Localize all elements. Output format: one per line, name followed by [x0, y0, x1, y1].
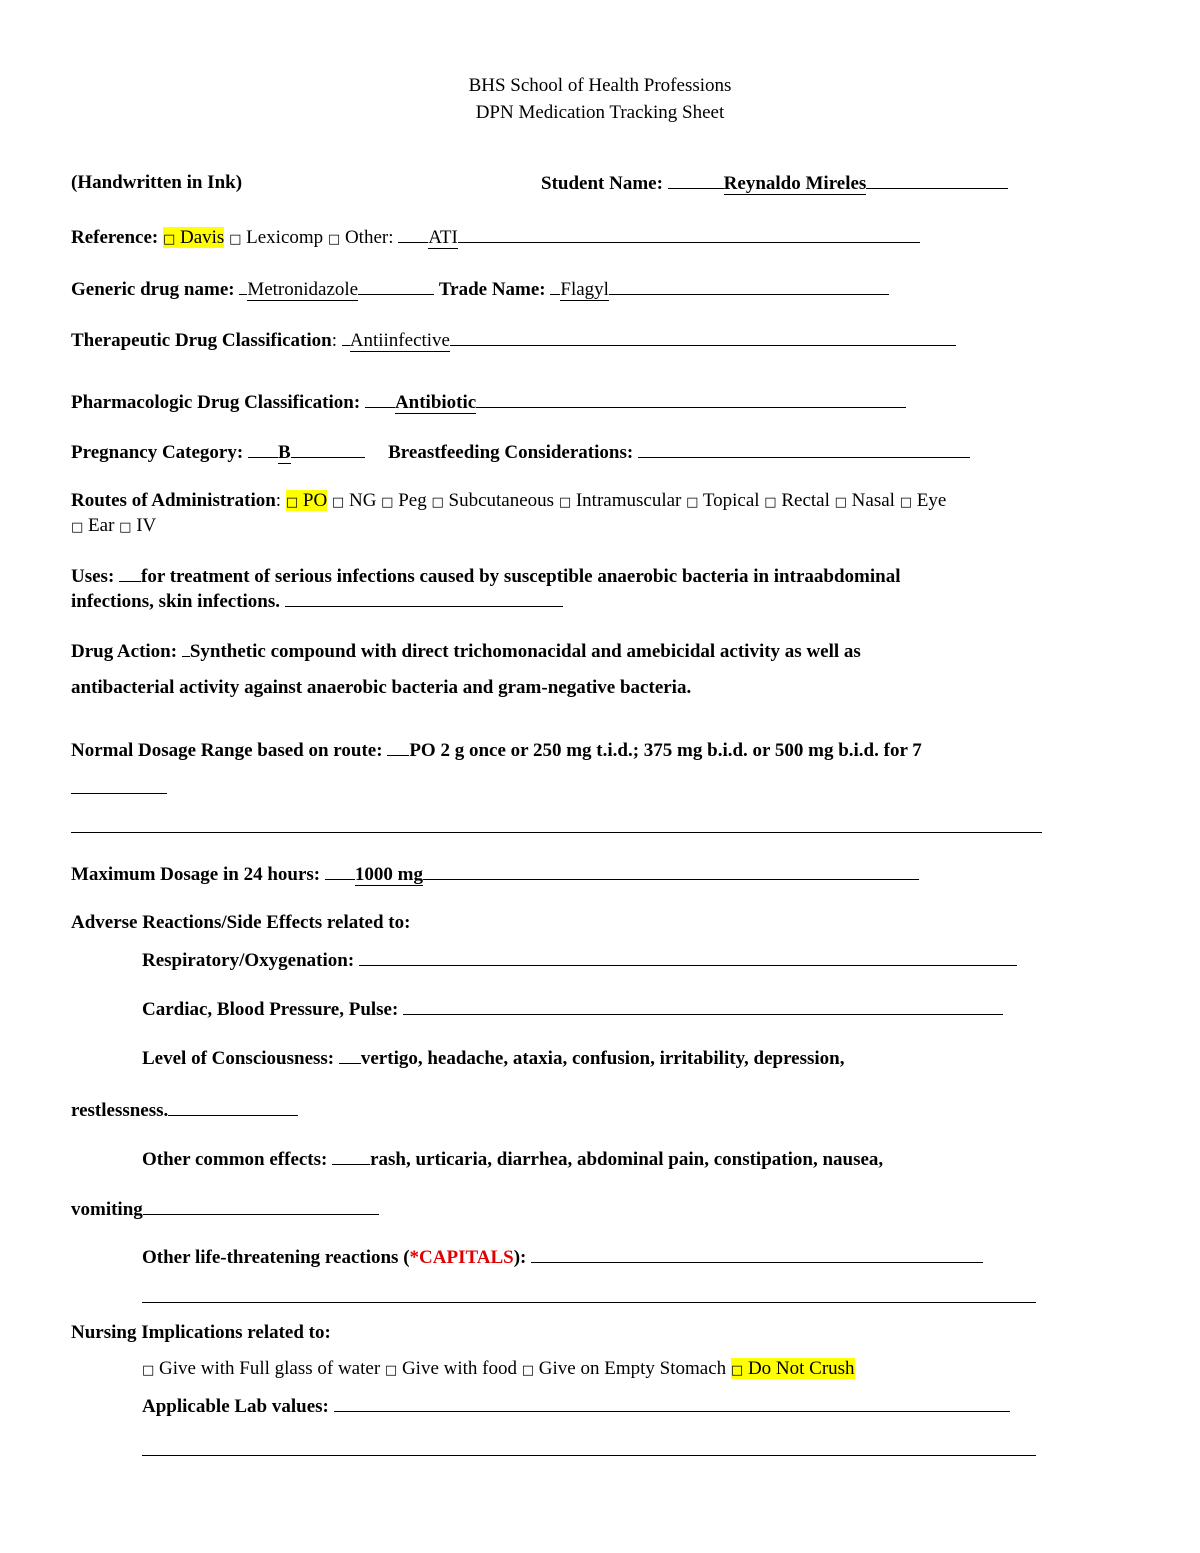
reference-row: [71, 224, 920, 253]
lab-values-blank-2[interactable]: [142, 1455, 1036, 1456]
dosage-blank-short: [71, 793, 167, 794]
generic-name-label: Generic drug name:: [71, 279, 235, 300]
therapeutic-label: Therapeutic Drug Classification: [71, 330, 332, 351]
trade-name-label: Trade Name:: [438, 279, 546, 300]
reference-option-davis[interactable]: □ Davis: [162, 227, 225, 248]
other-effects-line2[interactable]: vomiting: [71, 1199, 143, 1220]
reference-option-lexicomp[interactable]: □ Lexicomp: [229, 227, 324, 248]
generic-name-value[interactable]: Metronidazole: [247, 279, 359, 300]
drug-action-row: [71, 638, 861, 665]
route-option-po[interactable]: □ PO: [285, 490, 328, 511]
loc-label: Level of Consciousness:: [142, 1048, 335, 1069]
uses-value-line2[interactable]: infections, skin infections.: [71, 591, 281, 612]
pharmacologic-label: Pharmacologic Drug Classification:: [71, 392, 361, 413]
cardiac-label: Cardiac, Blood Pressure, Pulse:: [142, 999, 399, 1020]
trade-name-value[interactable]: Flagyl: [560, 279, 609, 300]
life-threatening-blank[interactable]: [531, 1244, 983, 1263]
dosage-label: Normal Dosage Range based on route:: [71, 740, 383, 761]
max-dosage-label: Maximum Dosage in 24 hours:: [71, 864, 321, 885]
dosage-blank-full[interactable]: [71, 832, 1042, 833]
lab-values-label: Applicable Lab values:: [142, 1396, 329, 1417]
other-effects-label: Other common effects:: [142, 1149, 328, 1170]
checkbox-icon: □: [285, 495, 299, 510]
school-name: BHS School of Health Professions: [468, 75, 732, 96]
uses-row-2: [71, 588, 563, 615]
uses-row: [71, 563, 900, 590]
max-dosage-row: [71, 861, 919, 888]
pharmacologic-value[interactable]: Antibiotic: [394, 392, 477, 413]
checkbox-icon: □: [142, 1363, 155, 1378]
checkbox-icon: □: [229, 232, 242, 247]
student-name-label: Student Name:: [541, 173, 663, 194]
reference-other-value[interactable]: ATI: [428, 227, 458, 248]
sheet-title: DPN Medication Tracking Sheet: [475, 102, 725, 123]
other-effects-line1[interactable]: rash, urticaria, diarrhea, abdominal pain, constipation, nausea,: [370, 1149, 884, 1170]
route-option-iv[interactable]: □ IV: [119, 515, 157, 536]
nursing-options-row: [142, 1356, 855, 1384]
uses-label: Uses:: [71, 566, 115, 587]
drug-action-line1[interactable]: Synthetic compound with direct trichomonacidal and amebicidal activity as well as: [189, 641, 861, 662]
pregnancy-label: Pregnancy Category:: [71, 442, 244, 463]
drug-action-label: Drug Action:: [71, 641, 178, 662]
handwritten-note: (Handwritten in Ink): [71, 172, 243, 193]
respiratory-label: Respiratory/Oxygenation:: [142, 950, 355, 971]
dosage-row: [71, 737, 922, 764]
route-option-ng[interactable]: □ NG: [331, 490, 377, 511]
pregnancy-row: [71, 439, 970, 466]
therapeutic-row: Therapeutic Drug Classification: Antiinfective: [71, 327, 956, 354]
lab-values-row: [142, 1393, 1010, 1420]
dosage-value[interactable]: PO 2 g once or 250 mg t.i.d.; 375 mg b.i.d. or 500 mg b.i.d. for 7: [409, 740, 922, 761]
lab-values-blank[interactable]: [334, 1393, 1010, 1412]
route-option-ear[interactable]: □ Ear: [71, 515, 115, 536]
student-name-value[interactable]: Reynaldo Mireles: [723, 173, 867, 194]
loc-row: [142, 1045, 845, 1072]
nursing-option-empty-stomach[interactable]: □ Give on Empty Stomach: [521, 1358, 727, 1379]
drug-name-row: [71, 276, 889, 303]
life-threatening-blank-2[interactable]: [142, 1302, 1036, 1303]
route-option-rectal[interactable]: □ Rectal: [764, 490, 830, 511]
routes-row-2: [71, 513, 156, 541]
other-effects-row: [142, 1146, 883, 1173]
cardiac-blank[interactable]: [403, 996, 1003, 1015]
reference-label: Reference:: [71, 227, 159, 248]
route-option-intramuscular[interactable]: □ Intramuscular: [558, 490, 682, 511]
checkbox-icon: □: [327, 232, 341, 247]
route-option-eye[interactable]: □ Eye: [899, 490, 947, 511]
max-dosage-value[interactable]: 1000 mg: [354, 864, 423, 885]
route-option-subcutaneous[interactable]: □ Subcutaneous: [431, 490, 555, 511]
student-name-blank-right: [866, 170, 1008, 189]
route-option-nasal[interactable]: □ Nasal: [834, 490, 895, 511]
loc-value-line2[interactable]: restlessness.: [71, 1100, 169, 1121]
other-effects-row-2: [71, 1196, 379, 1223]
adverse-heading: Adverse Reactions/Side Effects related to:: [71, 912, 411, 933]
loc-row-2: [71, 1097, 298, 1124]
student-name-blank-left: [668, 170, 724, 189]
nursing-option-do-not-crush[interactable]: □ Do Not Crush: [730, 1358, 855, 1379]
drug-action-line2[interactable]: antibacterial activity against anaerobic bacteria and gram-negative bacteria.: [71, 677, 692, 698]
cardiac-row: [142, 996, 1003, 1023]
breastfeeding-blank[interactable]: [638, 439, 970, 458]
routes-label: Routes of Administration: [71, 490, 276, 511]
student-name-row: [541, 170, 1008, 197]
route-option-peg[interactable]: □ Peg: [381, 490, 427, 511]
uses-value-line1[interactable]: for treatment of serious infections caused by susceptible anaerobic bacteria in intraabdominal: [141, 566, 901, 587]
nursing-option-food[interactable]: □ Give with food: [384, 1358, 517, 1379]
routes-row: Routes of Administration: □ PO □ NG □ Peg □ Subcutaneous □ Intramuscular □ Topical □ Rectal □ Nasal □ Eye: [71, 490, 947, 511]
life-threatening-row: Other life-threatening reactions (*CAPITALS):: [142, 1244, 983, 1271]
therapeutic-value[interactable]: Antiinfective: [349, 330, 450, 351]
nursing-heading: Nursing Implications related to:: [71, 1322, 331, 1343]
loc-value-line1[interactable]: vertigo, headache, ataxia, confusion, irritability, depression,: [360, 1048, 845, 1069]
respiratory-blank[interactable]: [359, 947, 1017, 966]
pregnancy-value[interactable]: B: [277, 442, 291, 463]
route-option-topical[interactable]: □ Topical: [686, 490, 760, 511]
nursing-option-water[interactable]: □ Give with Full glass of water: [142, 1358, 381, 1379]
checkbox-icon: □: [162, 232, 176, 247]
breastfeeding-label: Breastfeeding Considerations:: [388, 442, 634, 463]
respiratory-row: [142, 947, 1017, 974]
reference-option-other[interactable]: □ Other:: [327, 227, 394, 248]
capitals-note: *CAPITALS: [409, 1247, 514, 1268]
pharmacologic-row: [71, 389, 906, 416]
